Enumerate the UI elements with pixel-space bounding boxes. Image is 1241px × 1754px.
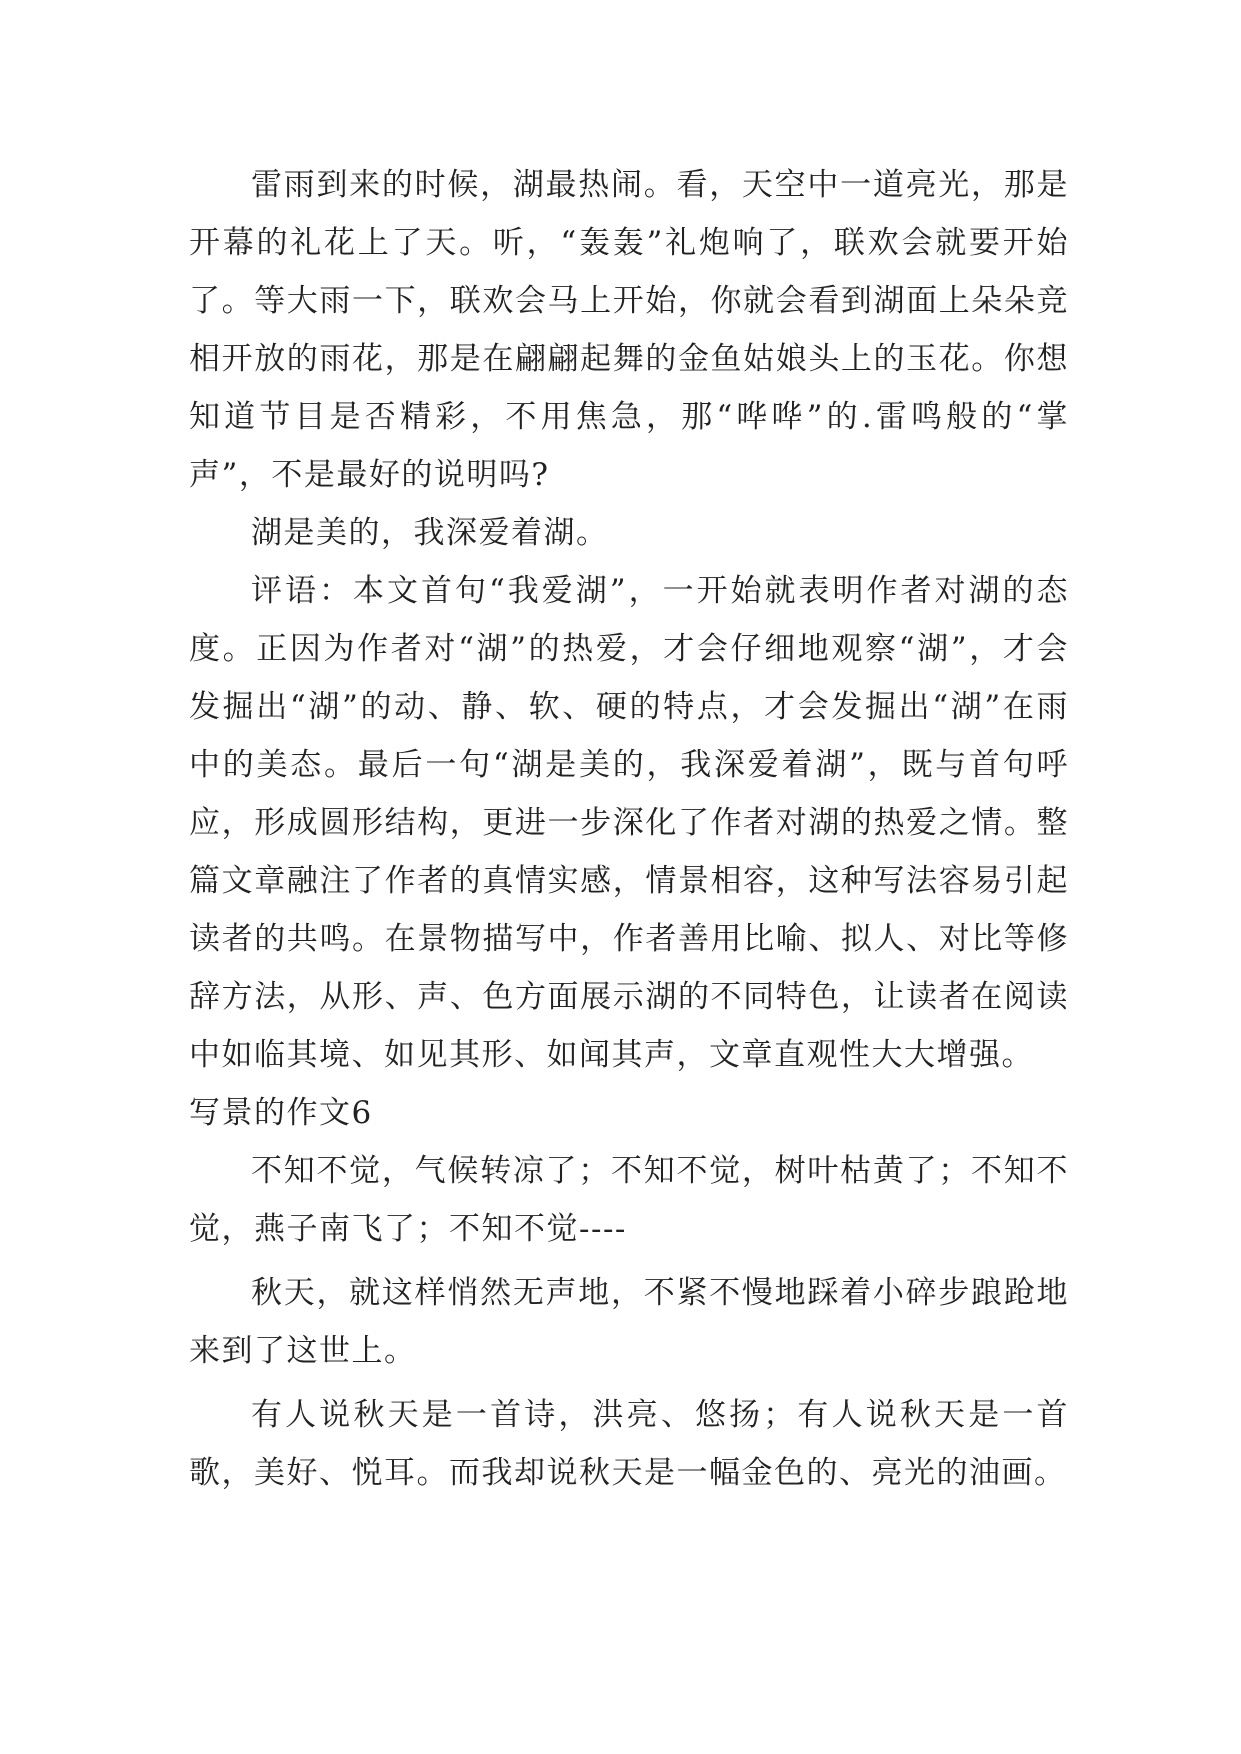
- essay-heading: 写景的作文6: [189, 1095, 373, 1131]
- document-body: [189, 156, 1069, 1502]
- paragraph-thunderstorm: 雷雨到来的时候，湖最热闹。看，天空中一道亮光，那是开幕的礼花上了天。听，“轰轰”礼炮响了，联欢会就要开始了。等大雨一下，联欢会马上开始，你就会看到湖面上朵朵竞相开放的雨花，那是在翩翩起舞的金鱼姑娘头上的玉花。你想知道节目是否精彩，不用焦急，那“哗哗”的.雷鸣般的“掌声”，不是最好的说明吗?: [189, 167, 1069, 493]
- paragraph-autumn-intro: 不知不觉，气候转凉了；不知不觉，树叶枯黄了；不知不觉，燕子南飞了；不知不觉----: [189, 1153, 1069, 1247]
- paragraph-love-lake: 湖是美的，我深爱着湖。: [251, 515, 609, 551]
- paragraph-commentary: 评语：本文首句“我爱湖”，一开始就表明作者对湖的态度。正因为作者对“湖”的热爱，才会仔细地观察“湖”，才会发掘出“湖”的动、静、软、硬的特点，才会发掘出“湖”在雨中的美态。最后一句“湖是美的，我深爱着湖”，既与首句呼应，形成圆形结构，更进一步深化了作者对湖的热爱之情。整篇文章融注了作者的真情实感，情景相容，这种写法容易引起读者的共鸣。在景物描写中，作者善用比喻、拟人、对比等修辞方法，从形、声、色方面展示湖的不同特色，让读者在阅读中如临其境、如见其形、如闻其声，文章直观性大大增强。: [189, 573, 1069, 1073]
- paragraph-autumn-arrives: 秋天，就这样悄然无声地，不紧不慢地踩着小碎步踉跄地来到了这世上。: [189, 1275, 1069, 1369]
- paragraph-autumn-painting: 有人说秋天是一首诗，洪亮、悠扬；有人说秋天是一首歌，美好、悦耳。而我却说秋天是一幅金色的、亮光的油画。: [189, 1397, 1069, 1491]
